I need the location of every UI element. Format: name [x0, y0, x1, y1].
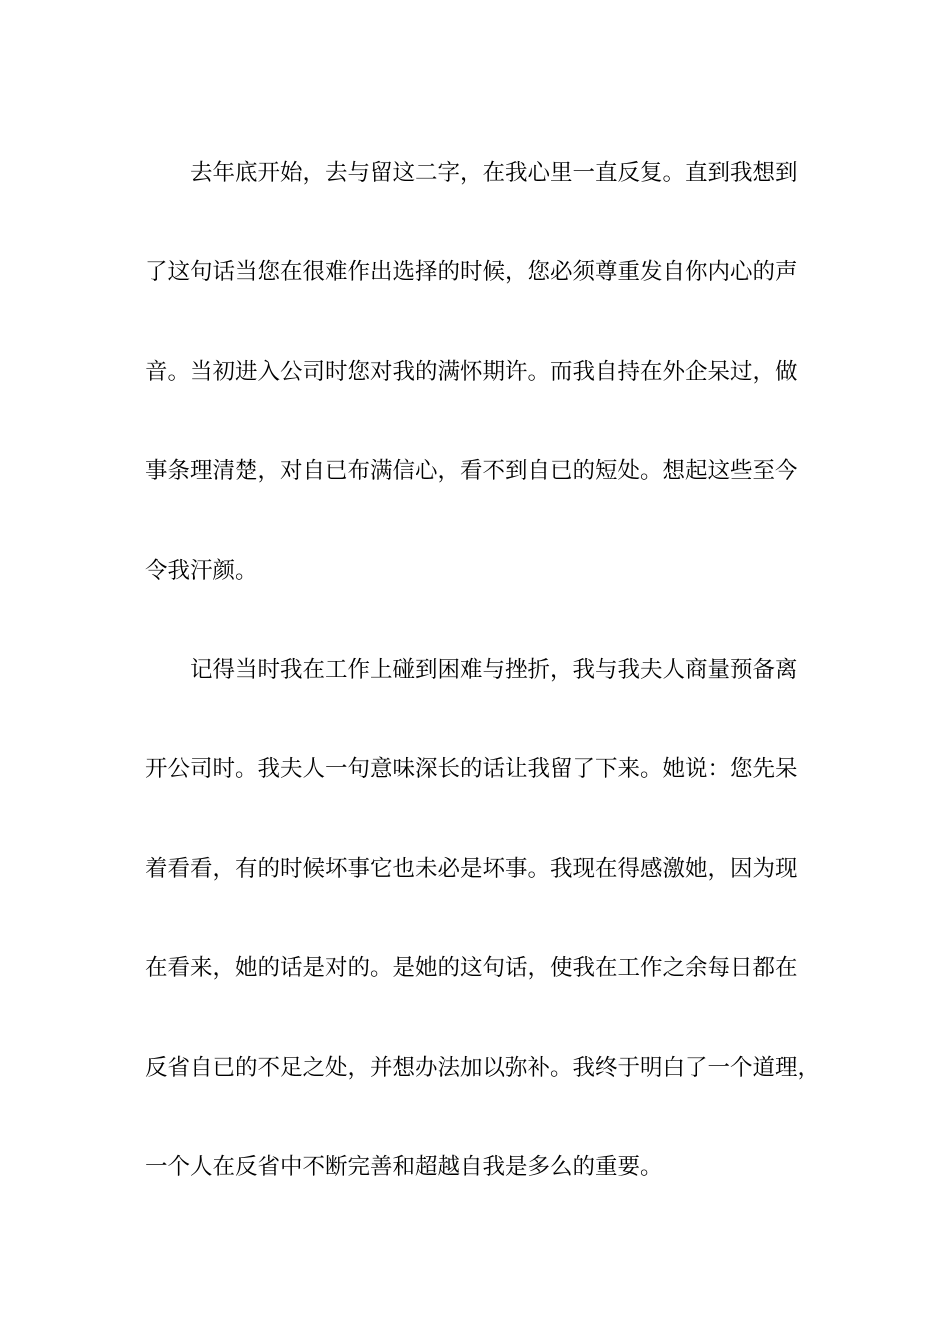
paragraph-line: 事条理清楚，对自已布满信心，看不到自已的短处。想起这些至今	[145, 458, 798, 485]
paragraph-line: 一个人在反省中不断完善和超越自我是多么的重要。	[145, 1153, 663, 1180]
paragraph-1	[145, 124, 810, 621]
paragraph-2	[145, 621, 821, 1217]
paragraph-line: 了这句话当您在很难作出选择的时候，您必须尊重发自你内心的声	[145, 259, 798, 286]
paragraph-line: 反省自已的不足之处，并想办法加以弥补。我终于明白了一个道理，	[145, 1054, 821, 1081]
paragraph-line: 去年底开始，去与留这二字，在我心里一直反复。直到我想到	[190, 160, 798, 186]
paragraph-line: 令我汗颜。	[145, 557, 258, 584]
paragraph-line: 音。当初进入公司时您对我的满怀期许。而我自持在外企呆过，做	[145, 358, 798, 385]
document-body	[145, 124, 821, 1217]
paragraph-line: 着看看，有的时候坏事它也未必是坏事。我现在得感激她，因为现	[145, 855, 798, 882]
paragraph-line: 在看来，她的话是对的。是她的这句话，使我在工作之余每日都在	[145, 955, 798, 982]
paragraph-line: 记得当时我在工作上碰到困难与挫折，我与我夫人商量预备离	[190, 656, 798, 683]
paragraph-line: 开公司时。我夫人一句意味深长的话让我留了下来。她说：您先呆	[145, 756, 798, 783]
